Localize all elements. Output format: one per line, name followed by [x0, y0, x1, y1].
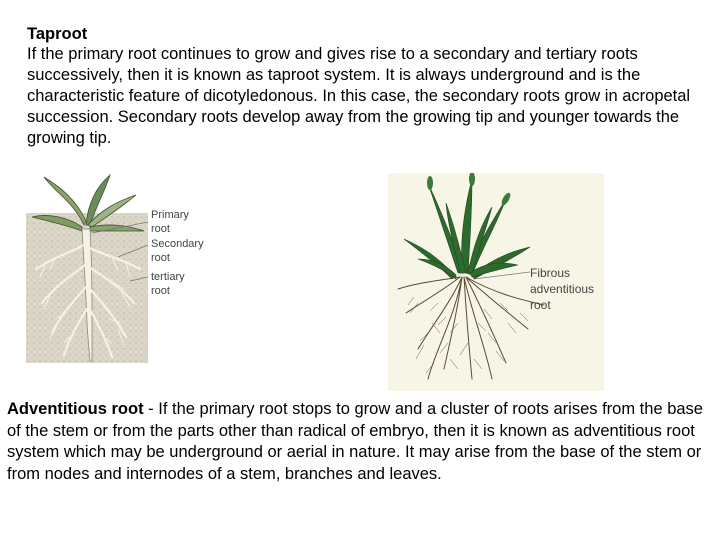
- secondary-root-label-line2: root: [151, 252, 170, 264]
- taproot-description: If the primary root continues to grow and gives rise to a secondary and tertiary roots successively, then it is known as taproot system. It is always underground and is the characteristic feature of dicotyledonous. In this case, the secondary roots grow in acropetal succession. Secondary roots develop away from the growing tip and younger towards the growing tip.: [27, 45, 691, 147]
- tertiary-root-label: [151, 270, 185, 298]
- secondary-root-label: [151, 237, 204, 265]
- adventitious-paragraph: [7, 399, 713, 485]
- adventitious-heading: Adventitious root: [7, 400, 144, 418]
- grass-blades: [404, 179, 530, 279]
- fibrous-root-label: [530, 265, 594, 313]
- taproot-illustration: [26, 173, 216, 363]
- adventitious-section: [7, 399, 713, 485]
- secondary-root-label-line1: Secondary: [151, 238, 204, 250]
- fibrous-roots: [398, 277, 544, 379]
- taproot-heading: Taproot: [27, 25, 88, 43]
- fibrous-root-illustration: [388, 173, 604, 391]
- fibrous-label-line2: adventitious: [530, 282, 595, 296]
- adventitious-description: - If the primary root stops to grow and a cluster of roots arises from the base of the stem or from the parts other than radical of embryo, then it is known as adventitious root system which may be underground or aerial in nature. It may arise from the base of the stem or from nodes and internodes of a stem, branches and leaves.: [7, 400, 703, 483]
- primary-root-label: [151, 208, 189, 236]
- tertiary-root-label-line2: root: [151, 285, 170, 297]
- fibrous-label-line1: Fibrous: [530, 266, 571, 280]
- taproot-section: [27, 24, 707, 149]
- tertiary-root-label-line1: tertiary: [151, 271, 185, 283]
- fibrous-label-line3: root: [530, 298, 551, 312]
- primary-root-label-line1: Primary: [151, 209, 189, 221]
- taproot-diagram: [26, 173, 216, 363]
- primary-root-label-line2: root: [151, 223, 170, 235]
